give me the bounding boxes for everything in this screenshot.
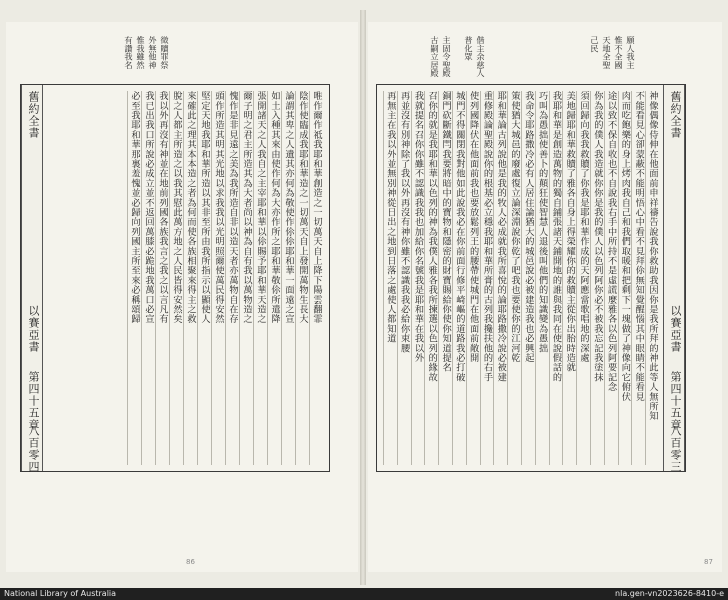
text-column: 脫之人都主所造之以我其慰此萬方地之人民皆得安然矣 (169, 91, 183, 465)
text-column: 銅門砍斷鐵閂我要將暗中的寶物和隱密的財寶賜給你使你知道提名 (438, 91, 452, 465)
text-column: 耶和華論古列說他是我的牧人必成就我所喜悅的論耶路撒冷說必被建 (493, 91, 507, 465)
right-text-columns (383, 91, 659, 465)
header-note: 主固令聖殿 (442, 36, 452, 77)
text-column: 我已出我口所說必成立並不返回萬膝必跪地我萬口必宣 (141, 91, 155, 465)
text-column: 論謂其卑之人遺其亦何為敬使作伱伱耶和華一面遠之宣 (281, 91, 295, 465)
text-column: 來確此之理其本本造之者為何而使各族相聚來得主之救 (183, 91, 197, 465)
running-head: 舊約全書 (669, 91, 682, 139)
chapter-label: 第四十五章 (669, 371, 682, 431)
chapter-label: 第四十五章 (27, 371, 40, 431)
library-footer-bar (0, 588, 728, 600)
text-column: 肉而吃飽樂的身上烤肉我自己和我們取暖和把剩下一塊做了神像向它俯伏 (618, 91, 632, 465)
book-name: 以賽亞書 (27, 305, 40, 353)
text-column: 不能看見心卻蒙蔽不能明悟心中看不見拜伱無知覺醒惱其中眼睛不能看見 (631, 91, 645, 465)
header-note: 徵贖罪祭 (160, 36, 170, 69)
book-gutter (360, 10, 366, 585)
header-note: 普化眾 (464, 36, 474, 61)
header-note: 願人我主 (626, 36, 636, 69)
text-column: 巧叫為愚拙使善卜的顛狂使智慧人退後叫他們的知識變為愚拙 (535, 91, 549, 465)
text-column: 愧作是非見遠之美為我所造自非以造天者亦萬物自在存 (225, 91, 239, 465)
text-column: 城門不得關閉我對他如此說我必在你前面行修平崎嶇的道路我必打破 (452, 91, 466, 465)
left-margin-band (21, 85, 43, 471)
header-note: 偕主余慈人 (476, 36, 486, 77)
pencil-folio-mark: 86 (186, 558, 195, 566)
page-number: 八百零四 (27, 425, 40, 473)
right-margin-band (663, 85, 685, 471)
text-column: 唯作爾作祗我耶和華創造之一切萬天自上降下陽雲翻霏 (309, 91, 323, 465)
text-column: 爾子明之君主所造其為大者尚以神為自有我以萬物造之 (239, 91, 253, 465)
right-page (368, 22, 722, 572)
text-column: 張開諸天之人我自之主宰耶和華以伱賜予耶和華天造之 (253, 91, 267, 465)
running-head: 舊約全書 (27, 91, 40, 139)
text-column: 你為我的僕人我造就你你是我的僕人以色列阿你必不被我忘記我塗抹 (590, 91, 604, 465)
text-column: 重修殿論聖殿說你的根基必立穩我耶和華所膏的古列我攙扶他的右手 (480, 91, 494, 465)
header-note: 天地全聖 (602, 36, 612, 69)
header-note: 惟我雖然 (136, 36, 146, 69)
page-number: 八百零三 (669, 425, 682, 473)
header-note: 有讚我名 (124, 36, 134, 69)
text-column: 陰作使臨成我耶和華造之一切萬天自上發開萬物生長大 (295, 91, 309, 465)
left-header-notes (124, 36, 170, 69)
text-column: 我以外再沒有神並在地前列國各族我言之我之以言凡有 (155, 91, 169, 465)
left-text-frame (20, 84, 330, 472)
left-page (6, 22, 358, 572)
text-column: 神像偶像侍伸在他面前申祥禱告說我你救助我因你是我所拜的神此等人無所知 (645, 91, 659, 465)
library-credit: National Library of Australia (4, 589, 117, 598)
left-text-columns (47, 91, 323, 465)
text-column: 召你的就是我耶和華以色列的神為我僕人雅各我所揀選以色列的緣故 (424, 91, 438, 465)
header-note: 外無他神 (148, 36, 158, 69)
right-text-frame (376, 84, 686, 472)
text-column: 必至我耶和華那裏羞愧並必歸向列國主所至來必稱頌歸 (127, 91, 141, 465)
right-header-notes-b (590, 36, 636, 69)
text-column: 我就提名召你你雖不認識我我也加給你名號我是耶和華在我以外 (411, 91, 425, 465)
text-column: 美地歸耶和華救贖了雅各自身上得榮耀你的救贖主從你出胎時造就 (562, 91, 576, 465)
text-column: 途以致不保自收也不自說我右手中所持不是虛謊麼雅各以色列阿要記念 (604, 91, 618, 465)
header-note: 己民 (590, 36, 600, 53)
pencil-folio-mark: 87 (704, 558, 713, 566)
text-column: 如土入種其來由使作何為大亦作所之耶和華敬伱所遣降 (267, 91, 281, 465)
image-identifier: nla.gen-vn2023626-8410-e (615, 589, 724, 598)
text-column: 我耶和華是創造萬物的獨自鋪張諸天鋪開地的誰與我同在使說假話的 (549, 91, 563, 465)
book-name: 以賽亞書 (669, 305, 682, 353)
text-column: 堅定天地我耶和華所造以其非至所由我所指示以顯使人 (197, 91, 211, 465)
text-column: 再並沒有別神除了我以外再沒有神你雖不認識我我必給你束腰 (397, 91, 411, 465)
header-note: 惟不全國 (614, 36, 624, 69)
text-column: 使列國降伏在他面前我也要放鬆列王的腰帶使城門在他面前敞開 (466, 91, 480, 465)
text-column: 我命令耶路撒冷必有人居住論猶大的城邑說必被建造我也必興起 (521, 91, 535, 465)
text-column: 策使猶大城邑的廢處復立論深淵說你乾了吧我也要使你的江河乾 (507, 91, 521, 465)
text-column: 須回歸向我我救贖了你我是耶和華作成的天阿應當歌唱地的深處 (576, 91, 590, 465)
text-column: 頭作所造其明其光地以求我我以光明照爾使萬民得安然 (211, 91, 225, 465)
header-note: 古嗣立居殿 (430, 36, 440, 77)
text-column: 再無主在我以外並無別神從日出之地到日落之處使人都知道 (383, 91, 397, 465)
right-header-notes-a (430, 36, 486, 77)
